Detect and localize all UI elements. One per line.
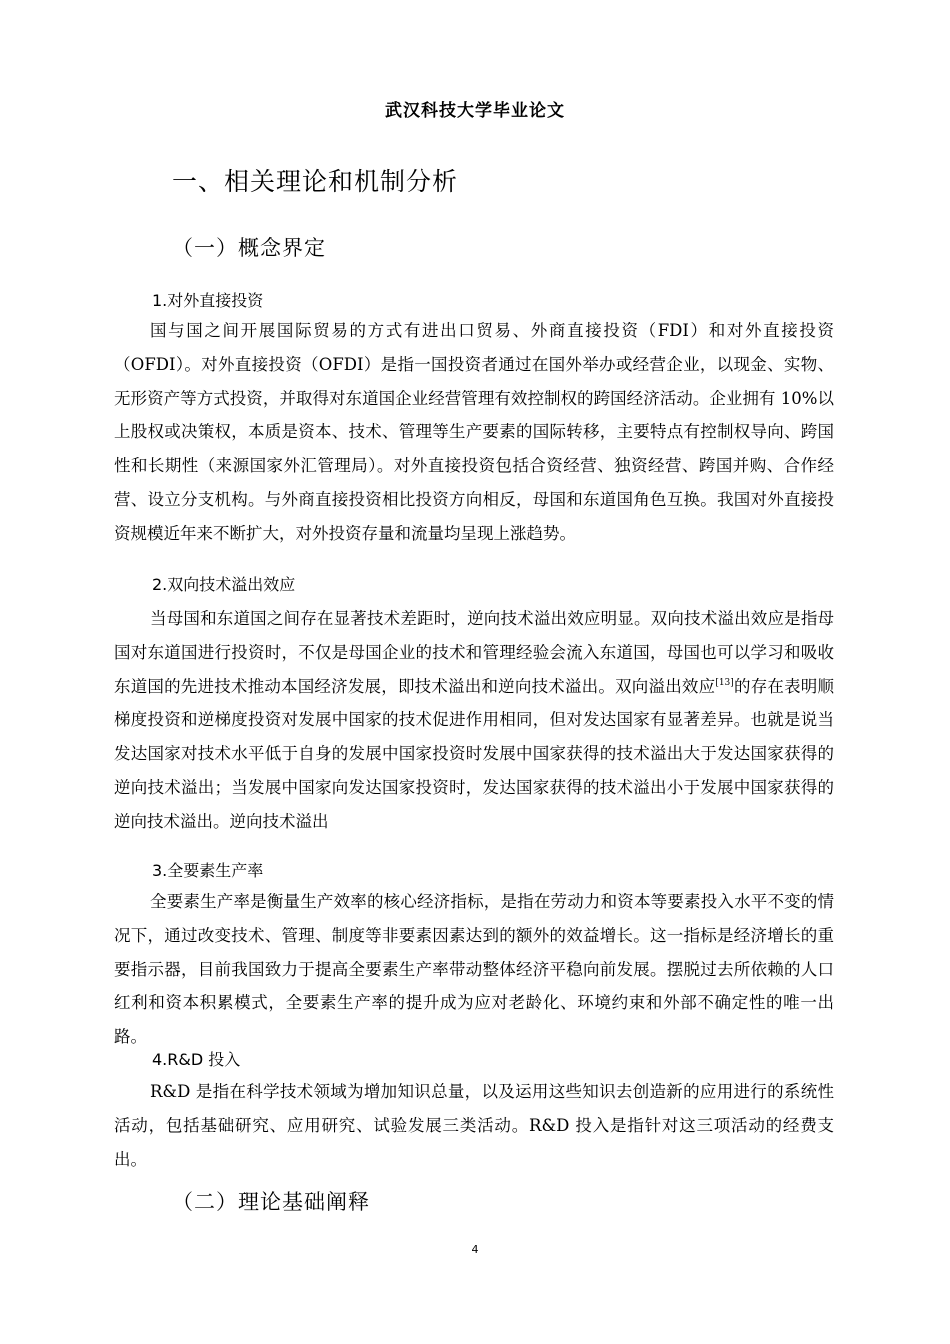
subsection-heading: 3.全要素生产率: [152, 861, 264, 880]
paragraph: [114, 602, 834, 839]
section-heading: （二）理论基础阐释: [172, 1190, 370, 1214]
section-heading: （一）概念界定: [172, 236, 326, 260]
paragraph-text: 的存在表明顺梯度投资和逆梯度投资对发展中国家的技术促进作用相同，但对发达国家有显著差异。也就是说当发达国家对技术水平低于自身的发展中国家投资时发展中国家获得的技术溢出大于发达国家获得的逆向技术溢出；当发展中国家向发达国家投资时，发达国家获得的技术溢出小于发展中国家获得的逆向技术溢出。逆向技术溢出: [114, 676, 835, 831]
paragraph: R&D 是指在科学技术领域为增加知识总量，以及运用这些知识去创造新的应用进行的系统性活动，包括基础研究、应用研究、试验发展三类活动。R&D 投入是指针对这三项活动的经费支出。: [114, 1082, 834, 1169]
paragraph: 国与国之间开展国际贸易的方式有进出口贸易、外商直接投资（FDI）和对外直接投资（OFDI）。对外直接投资（OFDI）是指一国投资者通过在国外举办或经营企业，以现金、实物、无形资产等方式投资，并取得对东道国企业经营管理有效控制权的跨国经济活动。企业拥有 10%以上股权或决策权，本质是资本、技术、管理等生产要素的国际转移，主要特点有控制权导向、跨国性和长期性（来源国家外汇管理局）。对外直接投资包括合资经营、独资经营、跨国并购、合作经营、设立分支机构。与外商直接投资相比投资方向相反，母国和东道国角色互换。我国对外直接投资规模近年来不断扩大，对外投资存量和流量均呈现上涨趋势。: [114, 321, 834, 543]
paragraph: 全要素生产率是衡量生产效率的核心经济指标，是指在劳动力和资本等要素投入水平不变的情况下，通过改变技术、管理、制度等非要素因素达到的额外的效益增长。这一指标是经济增长的重要指示器，目前我国致力于提高全要素生产率带动整体经济平稳向前发展。摆脱过去所依赖的人口红利和资本积累模式，全要素生产率的提升成为应对老龄化、环境约束和外部不确定性的唯一出路。: [114, 892, 834, 1047]
citation-ref: [13]: [715, 677, 734, 688]
running-header: 武汉科技大学毕业论文: [385, 101, 565, 121]
chapter-title: 一、相关理论和机制分析: [172, 167, 459, 196]
paragraph-text: 当母国和东道国之间存在显著技术差距时，逆向技术溢出效应明显。双向技术溢出效应是指母国对东道国进行投资时，不仅是母国企业的技术和管理经验会流入东道国，母国也可以学习和吸收东道国的先进技术推动本国经济发展，即技术溢出和逆向技术溢出。双向溢出效应: [114, 609, 834, 696]
subsection-heading: 2.双向技术溢出效应: [152, 575, 296, 594]
page-number: 4: [471, 1243, 479, 1256]
subsection-heading: 1.对外直接投资: [152, 291, 264, 310]
subsection-heading: 4.R&D 投入: [152, 1050, 241, 1069]
